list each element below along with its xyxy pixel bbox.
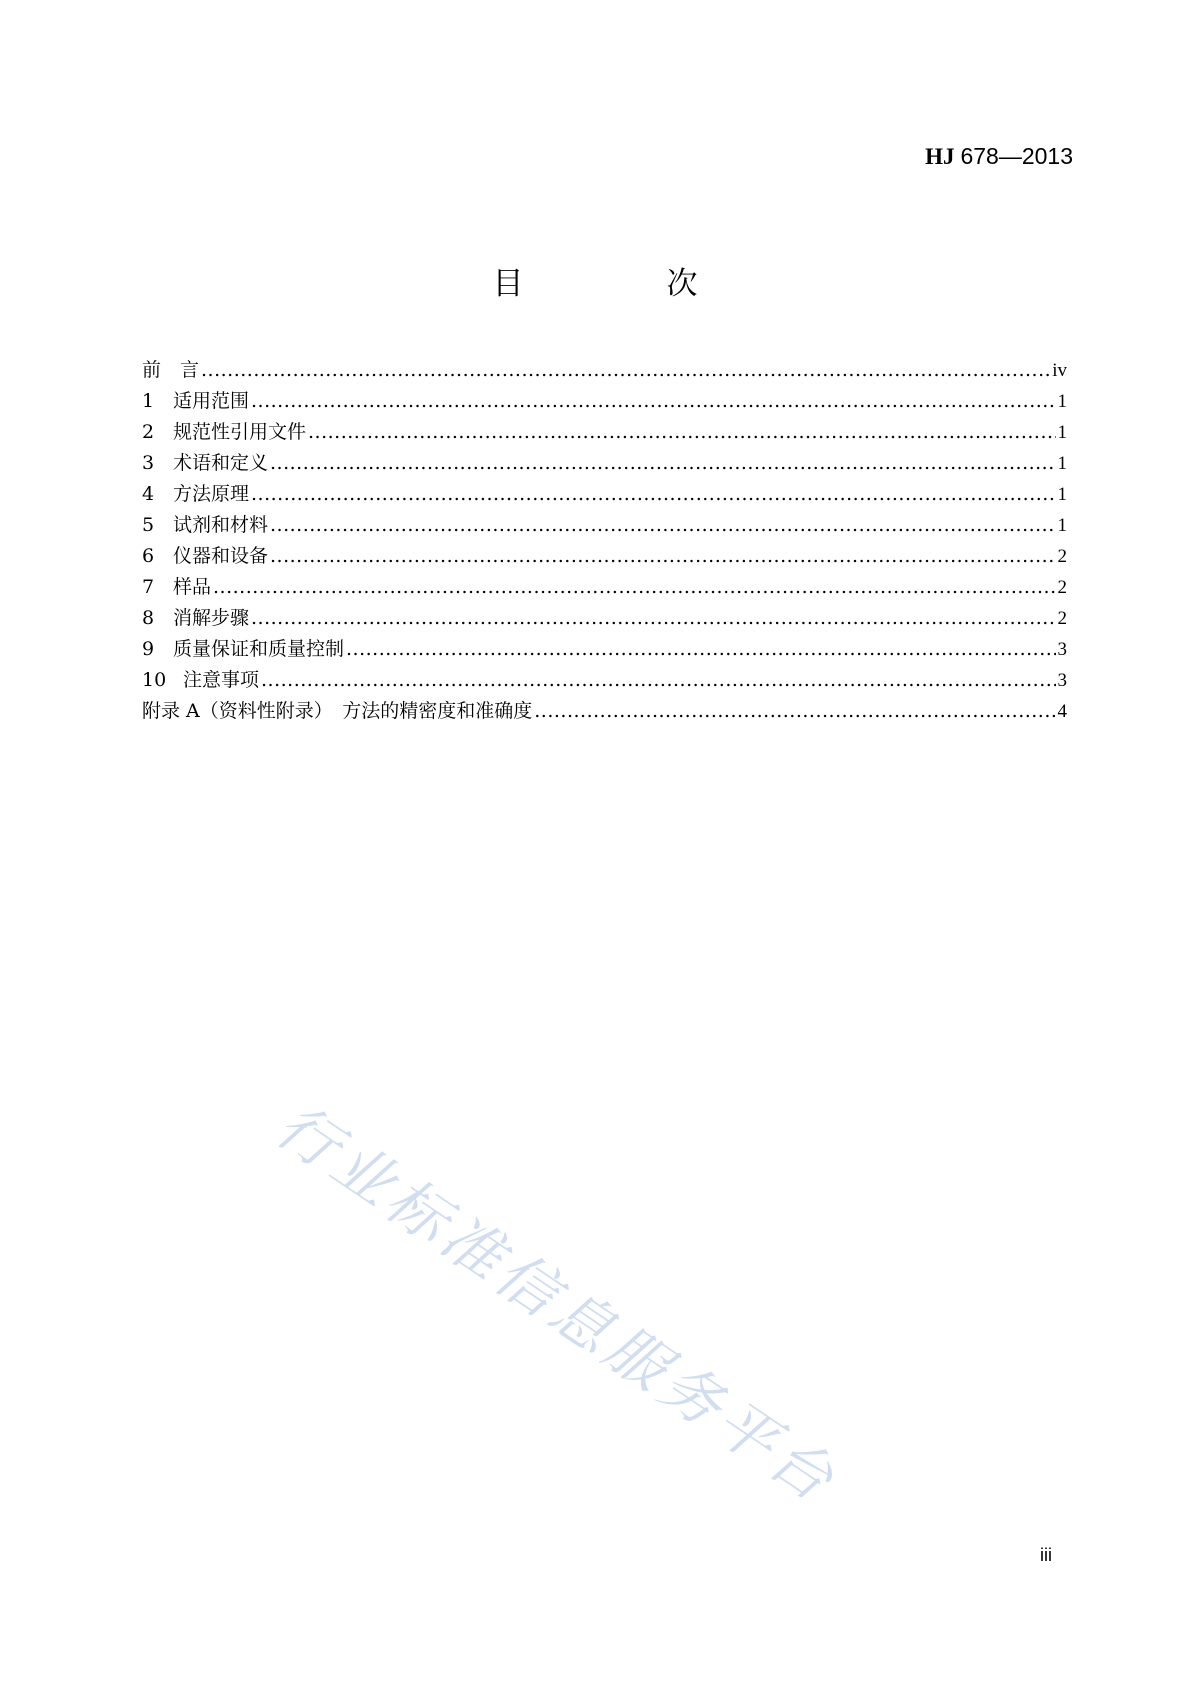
toc-entry-3[interactable] [142,448,1067,479]
toc-leader-dots [270,541,1055,572]
toc-leader-dots [346,634,1055,665]
toc-entry-page: 2 [1057,546,1067,567]
toc-entry-label: 质量保证和质量控制 [173,638,345,660]
toc-entry-1[interactable] [142,386,1067,417]
toc-entry-8[interactable] [142,603,1067,634]
watermark: 行业标准信息服务平台 [263,1090,850,1518]
toc-leader-dots [270,448,1055,479]
toc-leader-dots [261,665,1055,696]
standard-code-prefix: HJ [925,144,955,169]
toc-entry-label: 附录 A（资料性附录） 方法的精密度和准确度 [142,700,533,722]
toc-entry-number: 10 [142,669,167,691]
toc-leader-dots [534,696,1055,727]
toc-entry-label: 规范性引用文件 [173,421,307,443]
toc-entry-number: 2 [142,421,155,443]
toc-leader-dots [213,572,1055,603]
toc-entry-page: 3 [1057,670,1067,691]
table-of-contents [142,355,1067,727]
page-number: iii [1040,1545,1052,1565]
toc-leader-dots [270,510,1055,541]
toc-leader-dots [201,355,1050,386]
toc-entry-6[interactable] [142,541,1067,572]
standard-code-number: 678—2013 [960,143,1073,169]
toc-leader-dots [251,386,1055,417]
toc-entry-label: 术语和定义 [173,452,269,474]
toc-title: 目 次 [492,266,754,302]
toc-entry-page: 4 [1057,701,1067,722]
toc-entry-page: iv [1052,360,1067,381]
toc-entry-label: 样品 [173,576,212,598]
toc-entry-label: 适用范围 [173,390,250,412]
toc-leader-dots [251,479,1055,510]
toc-entry-label: 前 言 [142,359,200,381]
toc-entry-number: 4 [142,483,155,505]
toc-entry-page: 1 [1057,422,1067,443]
toc-entry-number: 7 [142,576,155,598]
toc-entry-10[interactable] [142,665,1067,696]
toc-entry-page: 1 [1057,391,1067,412]
standard-code [925,143,1073,170]
toc-entry-label: 方法原理 [173,483,250,505]
toc-entry-foreword[interactable] [142,355,1067,386]
toc-entry-2[interactable] [142,417,1067,448]
toc-entry-5[interactable] [142,510,1067,541]
toc-entry-appendix-a[interactable] [142,696,1067,727]
toc-entry-number: 6 [142,545,155,567]
toc-entry-4[interactable] [142,479,1067,510]
toc-entry-page: 3 [1057,639,1067,660]
toc-entry-label: 试剂和材料 [173,514,269,536]
toc-entry-label: 仪器和设备 [173,545,269,567]
toc-entry-page: 1 [1057,515,1067,536]
toc-leader-dots [308,417,1055,448]
toc-entry-page: 1 [1057,484,1067,505]
toc-entry-page: 2 [1057,577,1067,598]
toc-entry-number: 3 [142,452,155,474]
toc-entry-number: 8 [142,607,155,629]
toc-entry-number: 9 [142,638,155,660]
toc-entry-9[interactable] [142,634,1067,665]
toc-entry-page: 1 [1057,453,1067,474]
toc-entry-label: 注意事项 [183,669,260,691]
toc-entry-label: 消解步骤 [173,607,250,629]
toc-entry-number: 5 [142,514,155,536]
toc-entry-number: 1 [142,390,155,412]
toc-leader-dots [251,603,1055,634]
toc-entry-page: 2 [1057,608,1067,629]
toc-entry-7[interactable] [142,572,1067,603]
